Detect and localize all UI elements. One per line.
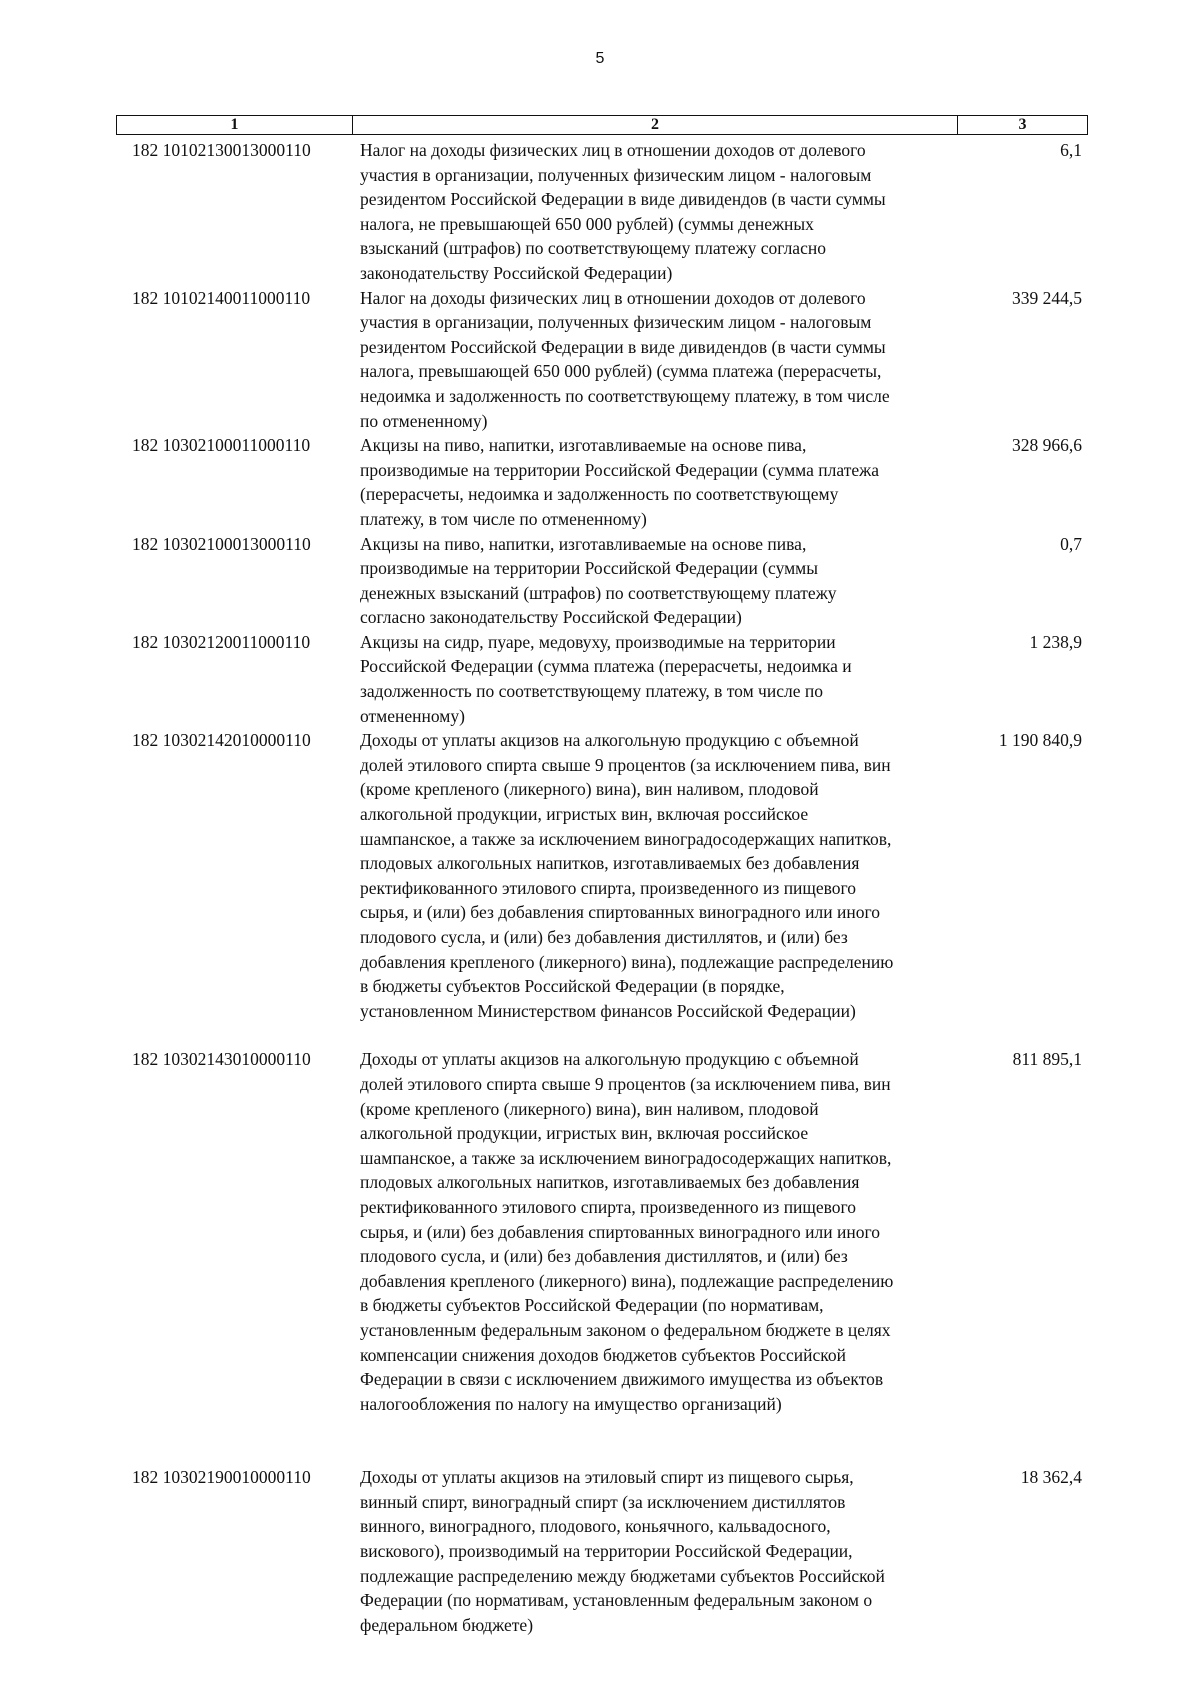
- description-line: участия в организации, полученных физическим лицом - налоговым: [360, 164, 872, 185]
- amount-value: 1 190 840,9: [998, 730, 1082, 751]
- description-line: в бюджеты субъектов Российской Федерации (в порядке,: [360, 976, 785, 997]
- description-line: шампанское, а также за исключением виноградосодержащих напитков,: [360, 1147, 892, 1168]
- description-line: плодового сусла, и (или) без добавления дистиллятов, и (или) без: [360, 1246, 848, 1267]
- description-line: участия в организации, полученных физическим лицом - налоговым: [360, 312, 872, 333]
- revenue-description: [352, 138, 957, 286]
- description-line: ректификованного этилового спирта, произведенного из пищевого: [360, 1196, 857, 1217]
- description-line: Федерации в связи с исключением движимого имущества из объектов: [360, 1369, 884, 1390]
- revenue-description: [352, 433, 957, 531]
- description-line: долей этилового спирта свыше 9 процентов (за исключением пива, вин: [360, 1073, 891, 1094]
- description-line: Доходы от уплаты акцизов на алкогольную продукцию с объемной: [360, 1049, 859, 1070]
- table-row: [116, 532, 1088, 630]
- column-header-3: 3: [1018, 116, 1027, 133]
- column-header-1: 1: [117, 116, 353, 134]
- table-row: [116, 286, 1088, 434]
- description-line: Доходы от уплаты акцизов на этиловый спирт из пищевого сырья,: [360, 1467, 854, 1488]
- budget-code: 182 10302190010000110: [132, 1467, 311, 1488]
- description-line: Акцизы на сидр, пуаре, медовуху, производимые на территории: [360, 631, 836, 652]
- description-line: взысканий (штрафов) по соответствующему платежу согласно: [360, 238, 826, 259]
- description-line: плодовых алкогольных напитков, изготавливаемых без добавления: [360, 853, 860, 874]
- table-row: [116, 1465, 1088, 1637]
- amount-value: 328 966,6: [1012, 435, 1082, 456]
- description-line: согласно законодательству Российской Федерации): [360, 607, 742, 628]
- description-line: резидентом Российской Федерации в виде дивидендов (в части суммы: [360, 189, 886, 210]
- description-line: добавления крепленого (ликерного) вина), подлежащие распределению: [360, 951, 894, 972]
- description-line: отмененному): [360, 705, 465, 726]
- revenue-table: [116, 115, 1088, 1637]
- description-line: алкогольной продукции, игристых вин, включая российское: [360, 804, 809, 825]
- description-line: Российской Федерации (сумма платежа (перерасчеты, недоимка и: [360, 656, 852, 677]
- description-line: алкогольной продукции, игристых вин, включая российское: [360, 1123, 809, 1144]
- description-line: (кроме крепленого (ликерного) вина), вин наливом, плодовой: [360, 1098, 819, 1119]
- budget-code: 182 10302143010000110: [132, 1049, 311, 1070]
- amount-value: 811 895,1: [1012, 1049, 1082, 1070]
- budget-code: 182 10102130013000110: [132, 140, 311, 160]
- revenue-description: [352, 532, 957, 630]
- description-line: налогообложения по налогу на имущество организаций): [360, 1393, 782, 1414]
- table-header: [116, 115, 1088, 135]
- amount-value: 6,1: [1060, 140, 1082, 160]
- description-line: Акцизы на пиво, напитки, изготавливаемые на основе пива,: [360, 533, 807, 554]
- column-header-2: 2: [353, 116, 958, 134]
- description-line: подлежащие распределению между бюджетами субъектов Российской: [360, 1565, 885, 1586]
- description-line: Налог на доходы физических лиц в отношении доходов от долевого: [360, 140, 866, 160]
- description-line: недоимка и задолженность по соответствующему платежу, в том числе: [360, 385, 890, 406]
- revenue-description: [352, 728, 957, 1023]
- budget-code: 182 10302120011000110: [132, 631, 311, 652]
- table-row: [116, 630, 1088, 728]
- revenue-description: [352, 286, 957, 434]
- description-line: вискового), производимый на территории Российской Федерации,: [360, 1541, 853, 1562]
- description-line: (кроме крепленого (ликерного) вина), вин наливом, плодовой: [360, 779, 819, 800]
- description-line: шампанское, а также за исключением виноградосодержащих напитков,: [360, 828, 892, 849]
- description-line: плодового сусла, и (или) без добавления дистиллятов, и (или) без: [360, 927, 848, 947]
- amount-value: 339 244,5: [1012, 287, 1082, 308]
- description-line: федеральном бюджете): [360, 1614, 534, 1635]
- budget-code: 182 10102140011000110: [132, 287, 311, 308]
- table-row: [116, 433, 1088, 531]
- description-line: винного, виноградного, плодового, коньячного, кальвадосного,: [360, 1516, 831, 1537]
- description-line: Налог на доходы физических лиц в отношении доходов от долевого: [360, 287, 866, 308]
- description-line: установленном Министерством финансов Российской Федерации): [360, 1000, 856, 1021]
- description-line: производимые на территории Российской Федерации (суммы: [360, 558, 819, 579]
- description-line: денежных взысканий (штрафов) по соответствующему платежу: [360, 582, 837, 603]
- table-row: [116, 1047, 1088, 1416]
- budget-code: 182 10302100013000110: [132, 533, 311, 554]
- description-line: налога, не превышающей 650 000 рублей) (суммы денежных: [360, 213, 814, 234]
- amount-value: 18 362,4: [1020, 1467, 1082, 1488]
- description-line: законодательству Российской Федерации): [360, 262, 673, 283]
- description-line: долей этилового спирта свыше 9 процентов (за исключением пива, вин: [360, 754, 891, 775]
- description-line: сырья, и (или) без добавления спиртованных виноградного или иного: [360, 1221, 880, 1242]
- description-line: Федерации (по нормативам, установленным федеральным законом о: [360, 1590, 873, 1611]
- amount-value: 0,7: [1060, 533, 1082, 554]
- page-number: 5: [595, 50, 605, 67]
- description-line: добавления крепленого (ликерного) вина), подлежащие распределению: [360, 1270, 894, 1291]
- description-line: платежу, в том числе по отмененному): [360, 508, 647, 529]
- description-line: по отмененному): [360, 410, 488, 431]
- revenue-description: [352, 1047, 957, 1416]
- description-line: ректификованного этилового спирта, произведенного из пищевого: [360, 877, 857, 898]
- description-line: задолженность по соответствующему платежу, в том числе по: [360, 681, 823, 702]
- budget-code: 182 10302142010000110: [132, 730, 311, 751]
- description-line: (перерасчеты, недоимка и задолженность по соответствующему: [360, 484, 839, 505]
- description-line: Доходы от уплаты акцизов на алкогольную продукцию с объемной: [360, 730, 859, 751]
- table-row: [116, 138, 1088, 286]
- description-line: Акцизы на пиво, напитки, изготавливаемые на основе пива,: [360, 435, 807, 456]
- revenue-description: [352, 1465, 957, 1637]
- description-line: в бюджеты субъектов Российской Федерации (по нормативам,: [360, 1295, 824, 1316]
- description-line: налога, превышающей 650 000 рублей) (сумма платежа (перерасчеты,: [360, 361, 882, 382]
- description-line: винный спирт, виноградный спирт (за исключением дистиллятов: [360, 1491, 846, 1512]
- description-line: установленным федеральным законом о федеральном бюджете в целях: [360, 1319, 891, 1340]
- amount-value: 1 238,9: [1029, 631, 1082, 652]
- budget-code: 182 10302100011000110: [132, 435, 311, 456]
- description-line: резидентом Российской Федерации в виде дивидендов (в части суммы: [360, 336, 886, 357]
- description-line: сырья, и (или) без добавления спиртованных виноградного или иного: [360, 902, 880, 923]
- description-line: компенсации снижения доходов бюджетов субъектов Российской: [360, 1344, 847, 1365]
- description-line: плодовых алкогольных напитков, изготавливаемых без добавления: [360, 1172, 860, 1193]
- description-line: производимые на территории Российской Федерации (сумма платежа: [360, 459, 879, 480]
- table-row: [116, 728, 1088, 1023]
- revenue-description: [352, 630, 957, 728]
